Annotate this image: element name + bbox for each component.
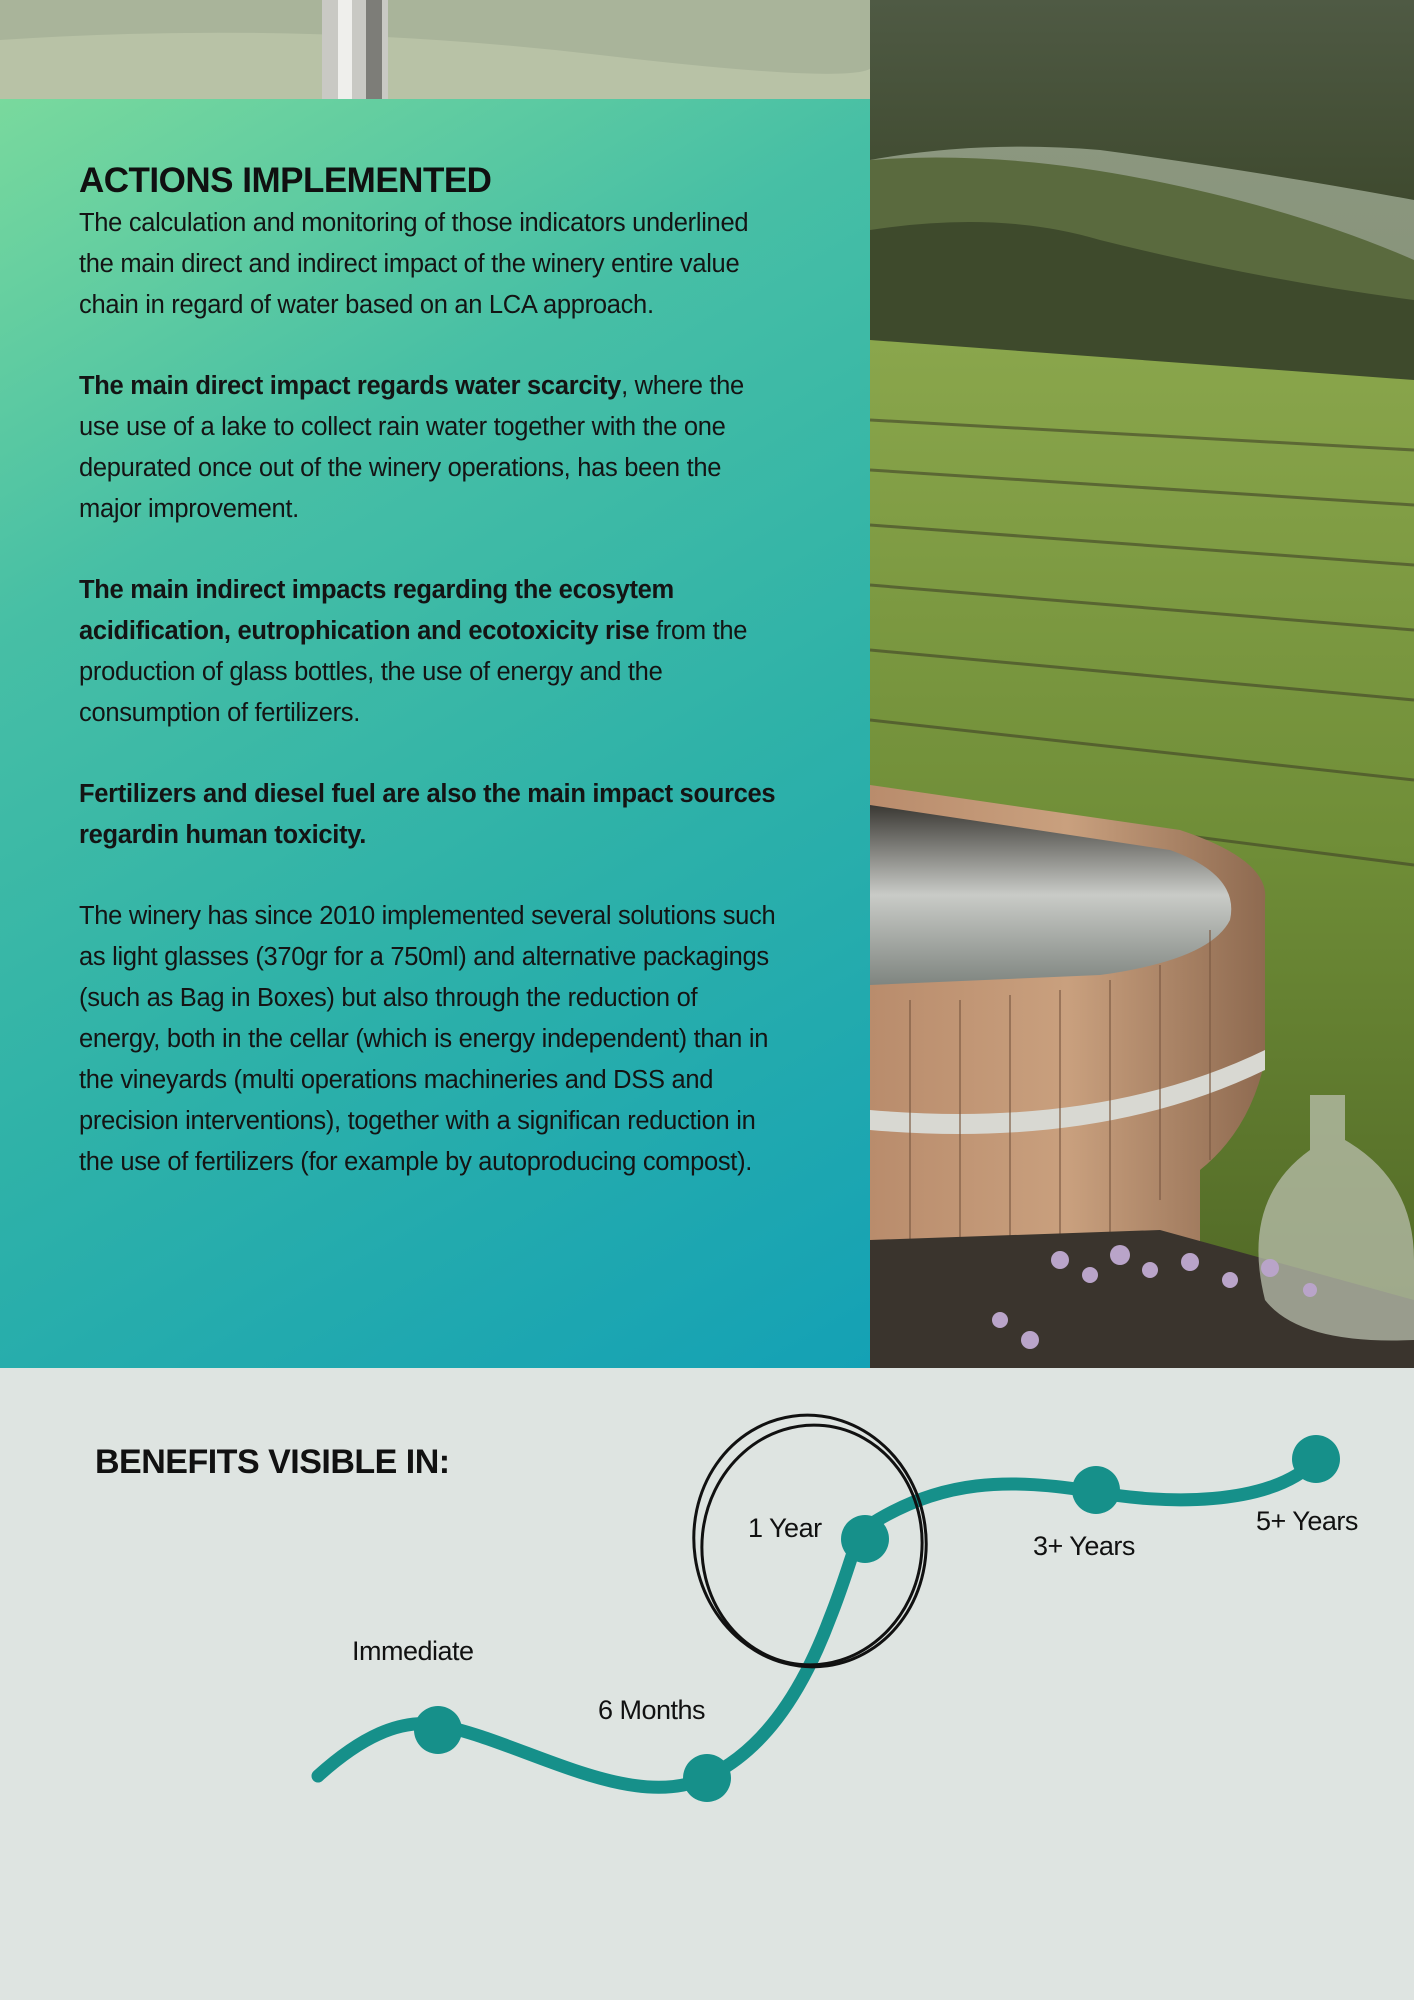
- actions-title: ACTIONS IMPLEMENTED: [79, 161, 492, 200]
- direct-impact-text: , where the use use of a lake to collect rain water together with the one depurated once out of the winery operations, has been the major improvement.: [79, 372, 744, 523]
- actions-panel: [0, 99, 870, 1368]
- toxicity-heading: Fertilizers and diesel fuel are also the main impact sources regardin human toxicity.: [79, 780, 776, 849]
- milestone-label-6-months: 6 Months: [598, 1695, 706, 1725]
- intro-paragraph: The calculation and monitoring of those indicators underlined the main direct and indirect impact of the winery entire value chain in regard of water based on an LCA approach.: [79, 209, 749, 319]
- milestone-label-immediate: Immediate: [352, 1636, 474, 1666]
- milestone-dot-3-years: [1072, 1466, 1120, 1514]
- toxicity-paragraph: [79, 774, 779, 856]
- indirect-impact-paragraph: [79, 570, 779, 734]
- timeline-curve: [318, 1460, 1316, 1787]
- milestone-label-1-year: 1 Year: [748, 1513, 822, 1543]
- timeline-dots: [414, 1435, 1340, 1802]
- milestone-label-3-years: 3+ Years: [1033, 1531, 1135, 1561]
- benefits-timeline: [0, 1368, 1414, 2000]
- milestone-dot-6-months: [683, 1754, 731, 1802]
- milestone-label-5-years: 5+ Years: [1256, 1506, 1358, 1536]
- direct-impact-heading: The main direct impact regards water scarcity: [79, 372, 622, 400]
- indirect-impact-heading: The main indirect impacts regarding the ecosytem acidification, eutrophication and ecotoxicity rise: [79, 576, 674, 645]
- indirect-impact-text: from the production of glass bottles, the use of energy and the consumption of fertilizers.: [79, 617, 748, 727]
- milestone-dot-1-year: [841, 1515, 889, 1563]
- milestone-dot-immediate: [414, 1706, 462, 1754]
- actions-text-block: [79, 159, 779, 1223]
- milestone-dot-5-years: [1292, 1435, 1340, 1483]
- direct-impact-paragraph: [79, 366, 779, 530]
- solutions-paragraph: The winery has since 2010 implemented several solutions such as light glasses (370gr for a 750ml) and alternative packagings (such as Bag in Boxes) but also through the reduction of energy, both in the cellar (which is energy independent) than in the vineyards (multi operations machineries and DSS and precision interventions), together with a significan reduction in the use of fertilizers (for example by autoproducing compost).: [79, 902, 776, 1176]
- benefits-section: [0, 1368, 1414, 2000]
- benefits-title: BENEFITS VISIBLE IN:: [95, 1443, 450, 1481]
